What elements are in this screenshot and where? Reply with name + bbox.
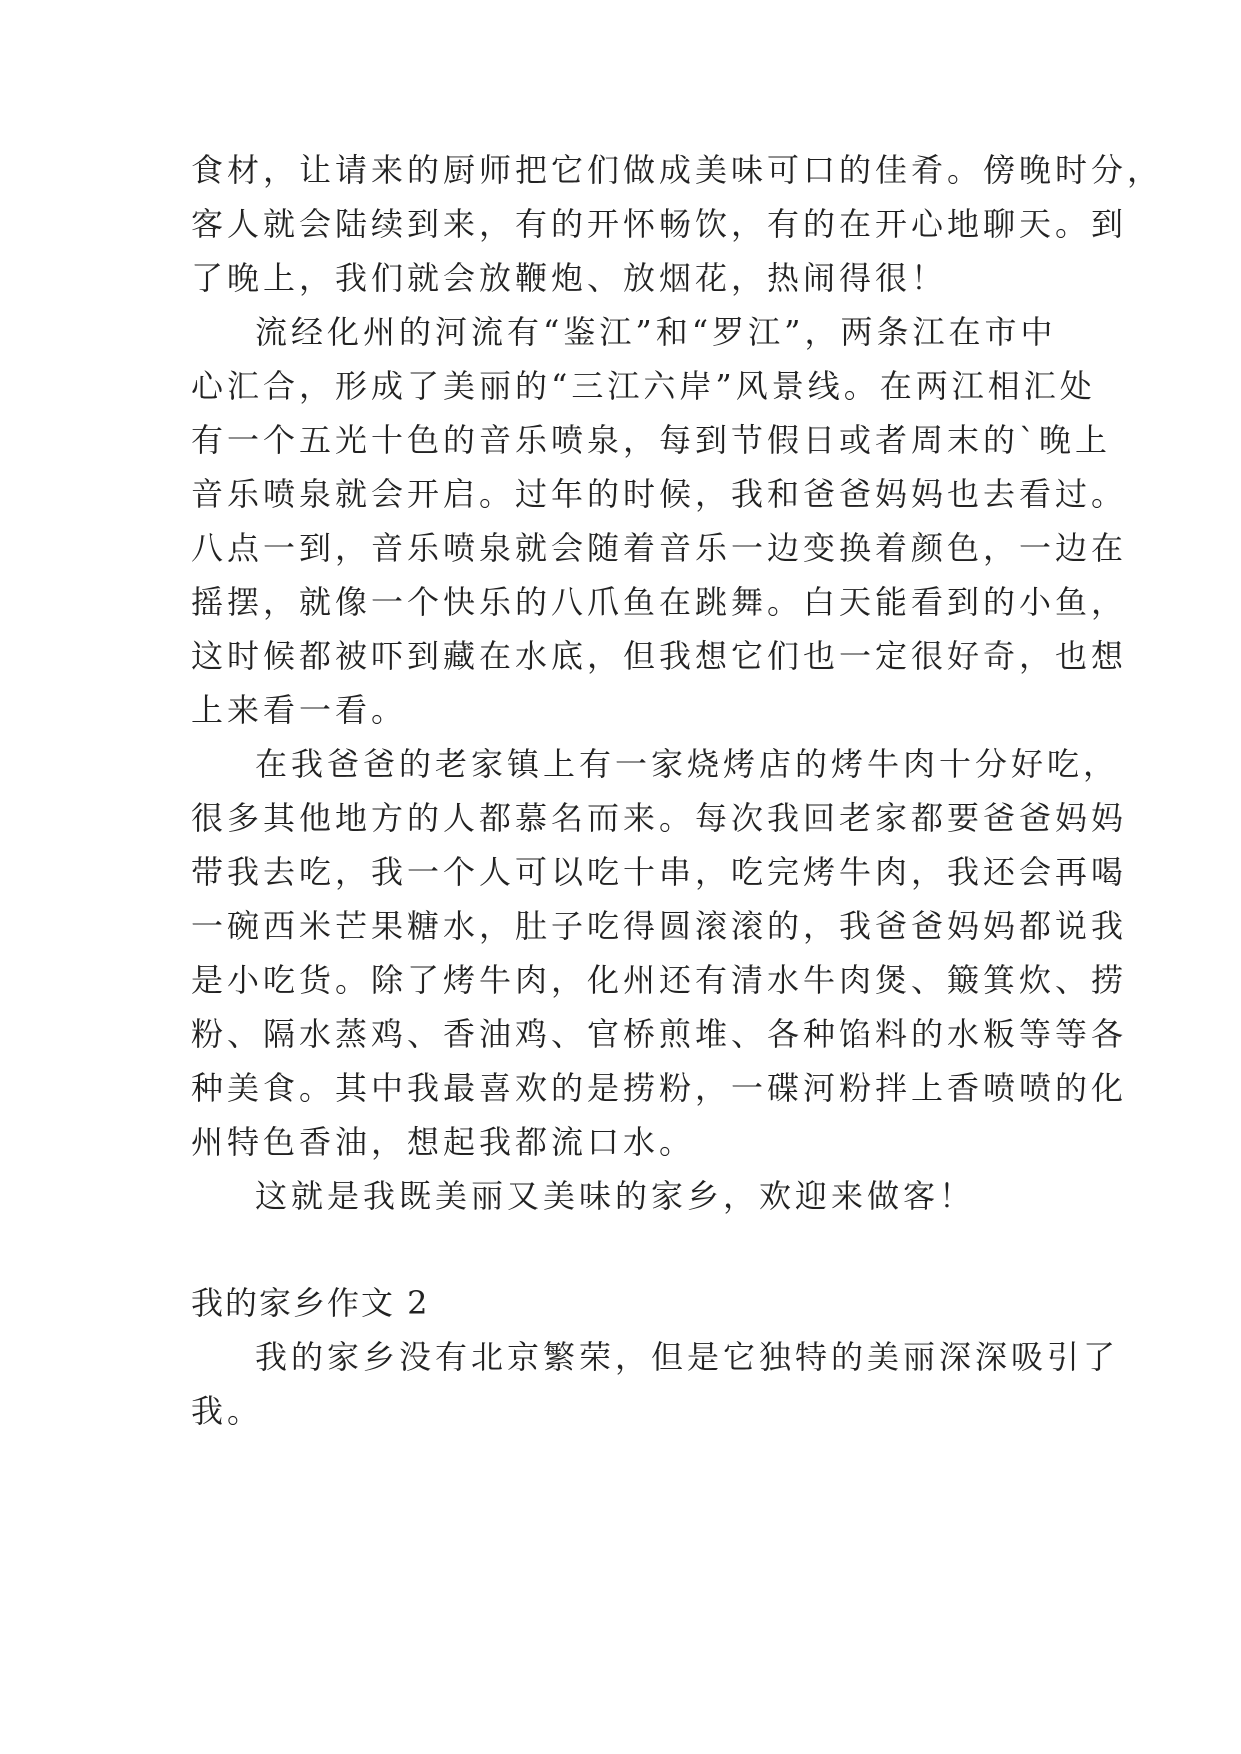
paragraph-5-line-1: 我的家乡没有北京繁荣，但是它独特的美丽深深吸引了 xyxy=(255,1338,1120,1376)
paragraph-5-line-2: 我。 xyxy=(191,1392,264,1430)
paragraph-2-line-6: 摇摆，就像一个快乐的八爪鱼在跳舞。白天能看到的小鱼， xyxy=(191,583,1128,621)
paragraph-1-line-1: 食材，让请来的厨师把它们做成美味可口的佳肴。傍晚时分， xyxy=(191,151,1164,189)
paragraph-2-line-4: 音乐喷泉就会开启。过年的时候，我和爸爸妈妈也去看过。 xyxy=(191,475,1128,513)
paragraph-2-line-8: 上来看一看。 xyxy=(191,691,408,729)
section-title: 我的家乡作文 2 xyxy=(191,1284,430,1322)
paragraph-3-line-5: 是小吃货。除了烤牛肉，化州还有清水牛肉煲、簸箕炊、捞 xyxy=(191,961,1128,999)
paragraph-2-line-2: 心汇合，形成了美丽的“三江六岸”风景线。在两江相汇处 xyxy=(191,367,1096,405)
paragraph-3-line-6: 粉、隔水蒸鸡、香油鸡、官桥煎堆、各种馅料的水粄等等各 xyxy=(191,1015,1128,1053)
paragraph-3-line-1: 在我爸爸的老家镇上有一家烧烤店的烤牛肉十分好吃， xyxy=(255,745,1120,783)
paragraph-1-line-3: 了晚上，我们就会放鞭炮、放烟花，热闹得很！ xyxy=(191,259,948,297)
paragraph-3-line-8: 州特色香油，想起我都流口水。 xyxy=(191,1123,696,1161)
paragraph-2-line-5: 八点一到，音乐喷泉就会随着音乐一边变换着颜色，一边在 xyxy=(191,529,1128,567)
paragraph-2-line-1: 流经化州的河流有“鉴江”和“罗江”，两条江在市中 xyxy=(255,313,1057,351)
paragraph-2-line-3: 有一个五光十色的音乐喷泉，每到节假日或者周末的`晚上 xyxy=(191,421,1112,459)
paragraph-4-line-1: 这就是我既美丽又美味的家乡，欢迎来做客！ xyxy=(255,1177,976,1215)
paragraph-3-line-7: 种美食。其中我最喜欢的是捞粉，一碟河粉拌上香喷喷的化 xyxy=(191,1069,1128,1107)
paragraph-3-line-2: 很多其他地方的人都慕名而来。每次我回老家都要爸爸妈妈 xyxy=(191,799,1128,837)
paragraph-2-line-7: 这时候都被吓到藏在水底，但我想它们也一定很好奇，也想 xyxy=(191,637,1128,675)
paragraph-1-line-2: 客人就会陆续到来，有的开怀畅饮，有的在开心地聊天。到 xyxy=(191,205,1128,243)
paragraph-3-line-4: 一碗西米芒果糖水，肚子吃得圆滚滚的，我爸爸妈妈都说我 xyxy=(191,907,1128,945)
paragraph-3-line-3: 带我去吃，我一个人可以吃十串，吃完烤牛肉，我还会再喝 xyxy=(191,853,1128,891)
